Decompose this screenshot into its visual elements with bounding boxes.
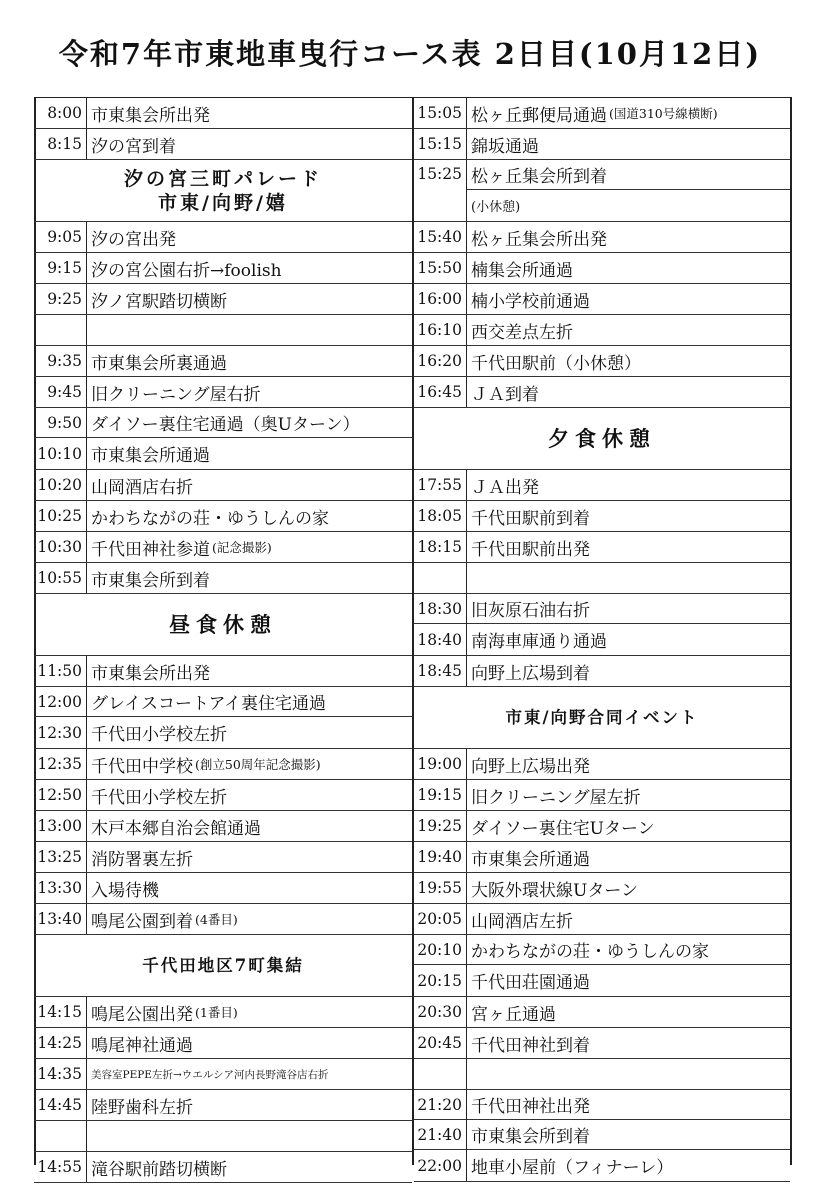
row-time: 13:25	[34, 842, 87, 872]
row-note: (創立50周年記念撮影)	[195, 757, 321, 772]
row-time: 20:15	[417, 971, 462, 990]
row-time: 20:05	[414, 904, 467, 934]
row-time: 19:15	[414, 780, 467, 810]
table-row	[414, 656, 790, 687]
row-text	[87, 997, 412, 1027]
row-time: 15:15	[414, 129, 467, 159]
row-time: 9:05	[34, 222, 87, 252]
row-time: 15:25	[417, 165, 462, 183]
row-time	[414, 563, 467, 593]
empty-row	[34, 315, 412, 346]
table-row-group	[34, 687, 412, 749]
row-text-main: 鳴尾公園出発	[91, 1004, 193, 1025]
row-text: 山岡酒店左折	[471, 911, 573, 932]
row-time: 18:05	[414, 501, 467, 531]
parade-title: 汐の宮三町パレード	[123, 167, 322, 190]
row-text: かわちながの荘・ゆうしんの家	[91, 508, 329, 529]
row-text-main: 松ヶ丘郵便局通過	[471, 105, 607, 126]
table-row	[414, 749, 790, 780]
row-text: 千代田神社到着	[471, 1035, 590, 1056]
table-row	[414, 346, 790, 377]
row-text	[467, 563, 790, 593]
table-row	[414, 811, 790, 842]
row-text: 千代田駅前到着	[471, 508, 590, 529]
row-time: 21:20	[414, 1090, 466, 1120]
row-text: 木戸本郷自治会館通過	[91, 818, 261, 839]
row-text: 市東集会所通過	[471, 849, 590, 870]
table-row-group	[34, 408, 412, 470]
parade-banner	[34, 160, 412, 222]
row-note: (1番目)	[195, 1005, 238, 1020]
table-row	[414, 532, 790, 563]
row-time: 13:30	[34, 873, 87, 903]
empty-row	[414, 563, 790, 594]
row-time: 15:05	[414, 98, 467, 128]
table-row	[34, 284, 412, 315]
row-text: 市東集会所裏通過	[91, 353, 227, 374]
row-time: 8:15	[34, 129, 87, 159]
row-text: 千代田駅前出発	[471, 539, 590, 560]
row-text: 大阪外環状線Uターン	[471, 880, 638, 901]
row-time: 17:55	[414, 470, 467, 500]
row-text-main: 千代田神社参道	[91, 539, 210, 560]
table-row	[414, 1028, 790, 1059]
schedule-left-column	[34, 97, 412, 1183]
table-row	[414, 997, 790, 1028]
row-time: 20:10	[414, 935, 466, 965]
table-row	[34, 563, 412, 594]
table-row	[34, 222, 412, 253]
table-row	[34, 997, 412, 1028]
row-text: グレイスコートアイ裏住宅通過	[87, 687, 412, 717]
row-time: 13:40	[34, 904, 87, 934]
row-time: 16:10	[414, 315, 467, 345]
joint-event-banner	[414, 687, 790, 749]
row-time: 18:15	[414, 532, 467, 562]
row-text: 消防署裏左折	[91, 849, 193, 870]
table-row	[34, 501, 412, 532]
row-text: 向野上広場到着	[471, 663, 590, 684]
table-row	[34, 842, 412, 873]
row-text: ダイソー裏住宅通過（奥Uターン）	[87, 408, 412, 438]
row-time: 10:20	[34, 470, 87, 500]
row-time: 12:35	[34, 749, 87, 779]
row-note: (4番目)	[195, 912, 238, 927]
row-text: 旧灰原石油右折	[467, 594, 790, 624]
row-text: 向野上広場出発	[471, 756, 590, 777]
row-text: 宮ヶ丘通過	[471, 1004, 556, 1025]
table-row	[414, 315, 790, 346]
table-row	[414, 904, 790, 935]
row-time: 16:20	[414, 346, 467, 376]
row-time: 14:55	[34, 1152, 87, 1182]
row-text	[87, 1121, 412, 1151]
row-time: 16:00	[414, 284, 467, 314]
row-text: 市東集会所到着	[467, 1120, 790, 1150]
row-text: 地車小屋前（フィナーレ）	[471, 1158, 674, 1178]
row-text: 市東集会所出発	[91, 663, 210, 684]
row-time: 20:45	[414, 1028, 467, 1058]
row-text: 楠集会所通過	[471, 260, 573, 281]
row-time: 8:00	[34, 98, 87, 128]
table-row	[34, 873, 412, 904]
table-row	[34, 1090, 412, 1121]
row-time: 16:45	[414, 377, 467, 407]
table-border-right	[790, 97, 792, 1165]
table-row	[34, 1028, 412, 1059]
row-text: ＪＡ到着	[471, 384, 539, 405]
row-time: 19:00	[414, 749, 467, 779]
empty-row	[414, 1059, 790, 1090]
table-row	[414, 470, 790, 501]
table-row-group	[414, 594, 790, 656]
table-row	[414, 284, 790, 315]
row-text: 滝谷駅前踏切横断	[91, 1159, 227, 1180]
row-text: ダイソー裏住宅Uターン	[471, 818, 655, 839]
row-time: 10:55	[34, 563, 87, 593]
row-time: 15:50	[414, 253, 467, 283]
row-time: 9:45	[34, 377, 87, 407]
row-note: (記念撮影)	[212, 540, 272, 555]
empty-row	[34, 1121, 412, 1152]
table-row	[34, 656, 412, 687]
dinner-break-label: 夕食休憩	[548, 425, 656, 451]
row-note: (小休憩)	[471, 200, 521, 215]
row-text: 美容室PEPE左折→ウエルシア河内長野滝谷店右折	[91, 1068, 329, 1081]
row-time	[34, 1121, 87, 1151]
table-row-group	[414, 935, 790, 997]
row-text: 千代田小学校左折	[91, 725, 227, 745]
table-row	[414, 377, 790, 408]
row-text: 松ヶ丘集会所到着	[467, 160, 790, 190]
row-time: 9:15	[34, 253, 87, 283]
table-row	[414, 780, 790, 811]
table-row	[34, 1059, 412, 1090]
row-text: 汐ノ宮駅踏切横断	[91, 291, 227, 312]
row-time: 14:25	[34, 1028, 87, 1058]
row-text: 市東集会所通過	[91, 446, 210, 466]
table-row	[34, 470, 412, 501]
row-text	[87, 315, 412, 345]
dinner-break-banner	[414, 408, 790, 470]
row-time: 14:45	[34, 1090, 87, 1120]
gathering-label: 千代田地区7町集結	[142, 955, 304, 975]
row-text: かわちながの荘・ゆうしんの家	[467, 935, 790, 965]
row-time: 18:30	[414, 594, 466, 624]
table-row	[34, 98, 412, 129]
table-row	[414, 501, 790, 532]
table-row	[34, 904, 412, 935]
table-row	[414, 129, 790, 160]
row-text: 陸野歯科左折	[91, 1097, 193, 1118]
row-time: 19:55	[414, 873, 467, 903]
page-title: 令和7年市東地車曳行コース表 2日目(10月12日)	[58, 37, 762, 71]
row-text: 錦坂通過	[471, 136, 539, 157]
row-time: 21:40	[414, 1120, 466, 1150]
row-text: 旧クリーニング屋右折	[91, 384, 261, 405]
lunch-break-label: 昼食休憩	[169, 611, 277, 637]
table-row-group	[414, 1090, 790, 1182]
row-text: ＪＡ出発	[471, 477, 539, 498]
row-text-main: 鳴尾公園到着	[91, 911, 193, 932]
row-text: 鳴尾神社通過	[91, 1035, 193, 1056]
row-text: 汐の宮公園右折→foolish	[91, 260, 282, 281]
row-text-main: 千代田中学校	[91, 756, 193, 777]
table-row	[34, 811, 412, 842]
joint-event-label: 市東/向野合同イベント	[505, 707, 699, 727]
row-text	[467, 98, 790, 128]
row-time: 13:00	[34, 811, 87, 841]
row-time: 14:15	[34, 997, 87, 1027]
table-row	[34, 346, 412, 377]
row-text: 千代田荘園通過	[471, 973, 590, 993]
row-time: 10:25	[34, 501, 87, 531]
lunch-break-banner	[34, 594, 412, 656]
parade-towns: 市東/向野/嬉	[158, 191, 288, 214]
row-text	[87, 532, 412, 562]
row-text: 入場待機	[91, 880, 159, 901]
row-text: 松ヶ丘集会所出発	[471, 229, 607, 250]
row-time: 12:50	[34, 780, 87, 810]
row-text: 楠小学校前通過	[471, 291, 590, 312]
row-time: 19:40	[414, 842, 467, 872]
table-row	[414, 98, 790, 129]
row-time: 18:45	[414, 656, 467, 686]
row-text: 旧クリーニング屋左折	[471, 787, 641, 808]
row-time: 11:50	[34, 656, 87, 686]
table-row	[414, 222, 790, 253]
gathering-banner	[34, 935, 412, 997]
row-time: 19:25	[414, 811, 467, 841]
row-text: 汐の宮出発	[91, 229, 176, 250]
table-row	[34, 253, 412, 284]
row-text	[467, 1059, 790, 1089]
schedule-right-column	[414, 97, 790, 1182]
row-time: 12:00	[34, 687, 86, 717]
row-time	[34, 315, 87, 345]
row-time: 15:40	[414, 222, 467, 252]
row-text	[87, 904, 412, 934]
row-time: 18:40	[417, 630, 462, 649]
row-text: 千代田神社出発	[467, 1090, 790, 1120]
row-text: 西交差点左折	[471, 322, 573, 343]
table-row	[34, 532, 412, 563]
row-note: (国道310号線横断)	[609, 106, 718, 121]
table-row-group	[414, 160, 790, 222]
row-time: 9:50	[34, 408, 86, 438]
row-time: 9:25	[34, 284, 87, 314]
row-text: 汐の宮到着	[91, 136, 176, 157]
row-time: 14:35	[34, 1059, 87, 1089]
table-row	[34, 749, 412, 780]
row-text: 山岡酒店右折	[91, 477, 193, 498]
row-time: 10:10	[37, 444, 82, 463]
row-text: 南海車庫通り通過	[471, 632, 607, 652]
row-time: 22:00	[417, 1156, 462, 1175]
table-row	[34, 377, 412, 408]
table-row	[414, 842, 790, 873]
row-text	[87, 749, 412, 779]
row-time	[414, 1059, 467, 1089]
row-text: 市東集会所出発	[91, 105, 210, 126]
row-time: 10:30	[34, 532, 87, 562]
row-text: 市東集会所到着	[91, 570, 210, 591]
table-row	[414, 253, 790, 284]
row-time: 12:30	[37, 723, 82, 742]
table-row	[34, 129, 412, 160]
row-text: 千代田駅前（小休憩）	[471, 353, 641, 374]
table-row	[34, 1152, 412, 1183]
row-time: 9:35	[34, 346, 87, 376]
table-row	[414, 873, 790, 904]
row-time: 20:30	[414, 997, 467, 1027]
row-text: 千代田小学校左折	[91, 787, 227, 808]
table-row	[34, 780, 412, 811]
